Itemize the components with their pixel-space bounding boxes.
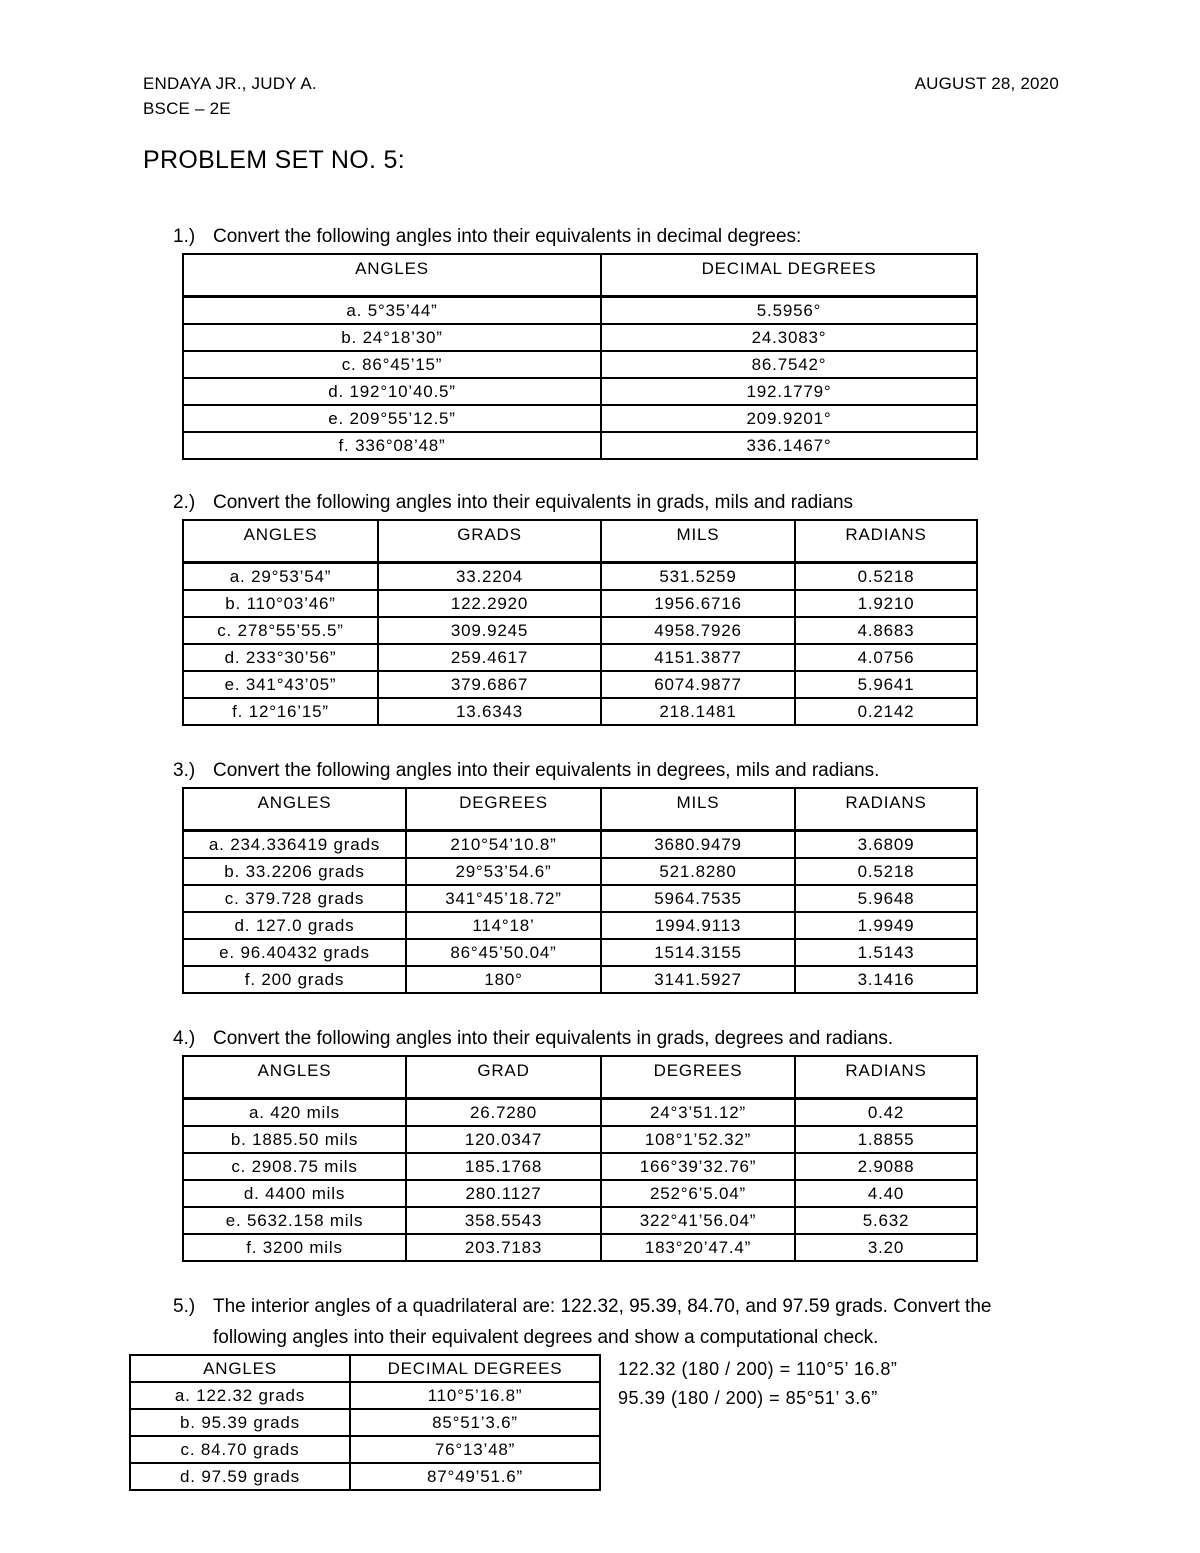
table-cell: 379.6867 bbox=[378, 671, 601, 698]
column-header: ANGLES bbox=[183, 1056, 406, 1099]
table-header-row bbox=[183, 1056, 977, 1099]
problem-3-table bbox=[182, 787, 978, 994]
table-cell: 85°51’3.6” bbox=[350, 1409, 600, 1436]
table-cell: 309.9245 bbox=[378, 617, 601, 644]
table-cell: 110°5’16.8” bbox=[350, 1382, 600, 1409]
table-cell: f. 3200 mils bbox=[183, 1234, 406, 1261]
problem-5-prompt bbox=[173, 1296, 991, 1318]
column-header: RADIANS bbox=[795, 788, 977, 831]
table-cell: c. 278°55’55.5” bbox=[183, 617, 378, 644]
table-row bbox=[183, 966, 977, 993]
table-cell: 341°45’18.72” bbox=[406, 885, 601, 912]
table-cell: 4958.7926 bbox=[601, 617, 795, 644]
table-row bbox=[183, 1153, 977, 1180]
column-header: ANGLES bbox=[183, 788, 406, 831]
table-cell: b. 1885.50 mils bbox=[183, 1126, 406, 1153]
table-cell: 4.8683 bbox=[795, 617, 977, 644]
table-cell: d. 233°30’56” bbox=[183, 644, 378, 671]
table-cell: 4151.3877 bbox=[601, 644, 795, 671]
table-cell: f. 200 grads bbox=[183, 966, 406, 993]
page-title: PROBLEM SET NO. 5: bbox=[143, 146, 405, 174]
table-header-row bbox=[183, 520, 977, 563]
table-cell: 209.9201° bbox=[601, 405, 977, 432]
table-cell: 1.9210 bbox=[795, 590, 977, 617]
table-cell: 3680.9479 bbox=[601, 831, 795, 859]
table-row bbox=[130, 1436, 600, 1463]
table-row bbox=[183, 1180, 977, 1207]
problem-text: Convert the following angles into their equivalents in grads, degrees and radians. bbox=[213, 1028, 894, 1049]
table-cell: 108°1’52.32” bbox=[601, 1126, 795, 1153]
table-cell: 5.632 bbox=[795, 1207, 977, 1234]
problem-4-prompt bbox=[173, 1028, 893, 1050]
table-cell: 29°53’54.6” bbox=[406, 858, 601, 885]
computational-check-line: 95.39 (180 / 200) = 85°51’ 3.6” bbox=[618, 1388, 878, 1408]
table-cell: 218.1481 bbox=[601, 698, 795, 725]
table-header-row bbox=[183, 254, 977, 297]
table-cell: 0.2142 bbox=[795, 698, 977, 725]
table-cell: d. 4400 mils bbox=[183, 1180, 406, 1207]
table-row bbox=[130, 1409, 600, 1436]
problem-text: The interior angles of a quadrilateral are: 122.32, 95.39, 84.70, and 97.59 grads. Convert the bbox=[213, 1296, 992, 1317]
table-cell: b. 33.2206 grads bbox=[183, 858, 406, 885]
table-row bbox=[183, 1234, 977, 1261]
column-header: MILS bbox=[601, 788, 795, 831]
table-cell: 24°3’51.12” bbox=[601, 1099, 795, 1127]
table-row bbox=[183, 590, 977, 617]
table-cell: 252°6’5.04” bbox=[601, 1180, 795, 1207]
table-cell: 166°39’32.76” bbox=[601, 1153, 795, 1180]
table-cell: 6074.9877 bbox=[601, 671, 795, 698]
table-cell: c. 84.70 grads bbox=[130, 1436, 350, 1463]
table-cell: 531.5259 bbox=[601, 563, 795, 591]
student-section: BSCE – 2E bbox=[143, 99, 231, 118]
table-cell: 2.9088 bbox=[795, 1153, 977, 1180]
column-header: DECIMAL DEGREES bbox=[350, 1355, 600, 1382]
table-cell: b. 24°18’30” bbox=[183, 324, 601, 351]
table-row bbox=[183, 885, 977, 912]
column-header: GRAD bbox=[406, 1056, 601, 1099]
table-cell: 336.1467° bbox=[601, 432, 977, 459]
problem-5-table bbox=[129, 1354, 601, 1491]
table-cell: 521.8280 bbox=[601, 858, 795, 885]
table-cell: 114°18’ bbox=[406, 912, 601, 939]
table-row bbox=[183, 351, 977, 378]
table-cell: 4.0756 bbox=[795, 644, 977, 671]
column-header: GRADS bbox=[378, 520, 601, 563]
student-name: ENDAYA JR., JUDY A. bbox=[143, 74, 317, 93]
problem-number: 4.) bbox=[173, 1028, 196, 1049]
table-cell: 13.6343 bbox=[378, 698, 601, 725]
table-header-row bbox=[130, 1355, 600, 1382]
problem-5-prompt-line2: following angles into their equivalent degrees and show a computational check. bbox=[213, 1327, 879, 1348]
table-row bbox=[183, 831, 977, 859]
table-cell: 5964.7535 bbox=[601, 885, 795, 912]
table-header-row bbox=[183, 788, 977, 831]
problem-1-table bbox=[182, 253, 978, 460]
table-cell: 120.0347 bbox=[406, 1126, 601, 1153]
table-cell: 3.1416 bbox=[795, 966, 977, 993]
table-row bbox=[183, 432, 977, 459]
table-cell: a. 29°53’54” bbox=[183, 563, 378, 591]
table-row bbox=[130, 1382, 600, 1409]
problem-1-prompt bbox=[173, 226, 801, 248]
table-cell: 192.1779° bbox=[601, 378, 977, 405]
table-row bbox=[183, 324, 977, 351]
table-cell: b. 110°03’46” bbox=[183, 590, 378, 617]
table-row bbox=[183, 617, 977, 644]
problem-number: 3.) bbox=[173, 760, 196, 781]
column-header: DEGREES bbox=[601, 1056, 795, 1099]
table-cell: 1.5143 bbox=[795, 939, 977, 966]
table-cell: 5.9641 bbox=[795, 671, 977, 698]
table-cell: 3.20 bbox=[795, 1234, 977, 1261]
table-row bbox=[183, 939, 977, 966]
table-row bbox=[183, 644, 977, 671]
table-cell: a. 234.336419 grads bbox=[183, 831, 406, 859]
table-cell: f. 336°08’48” bbox=[183, 432, 601, 459]
table-cell: 5.5956° bbox=[601, 297, 977, 325]
problem-2-table bbox=[182, 519, 978, 726]
table-cell: d. 97.59 grads bbox=[130, 1463, 350, 1490]
column-header: MILS bbox=[601, 520, 795, 563]
table-cell: 180° bbox=[406, 966, 601, 993]
table-cell: 183°20’47.4” bbox=[601, 1234, 795, 1261]
table-cell: 24.3083° bbox=[601, 324, 977, 351]
table-row bbox=[183, 912, 977, 939]
table-row bbox=[183, 698, 977, 725]
column-header: RADIANS bbox=[795, 1056, 977, 1099]
table-row bbox=[183, 1099, 977, 1127]
table-cell: 1956.6716 bbox=[601, 590, 795, 617]
table-cell: c. 379.728 grads bbox=[183, 885, 406, 912]
table-cell: a. 122.32 grads bbox=[130, 1382, 350, 1409]
table-cell: 0.5218 bbox=[795, 858, 977, 885]
table-cell: b. 95.39 grads bbox=[130, 1409, 350, 1436]
table-cell: 87°49’51.6” bbox=[350, 1463, 600, 1490]
table-cell: 5.9648 bbox=[795, 885, 977, 912]
problem-text: Convert the following angles into their equivalents in decimal degrees: bbox=[213, 226, 802, 247]
table-row bbox=[183, 1126, 977, 1153]
table-cell: e. 209°55’12.5” bbox=[183, 405, 601, 432]
table-cell: e. 5632.158 mils bbox=[183, 1207, 406, 1234]
column-header: DECIMAL DEGREES bbox=[601, 254, 977, 297]
table-cell: c. 86°45’15” bbox=[183, 351, 601, 378]
table-cell: d. 192°10’40.5” bbox=[183, 378, 601, 405]
problem-text: Convert the following angles into their equivalents in grads, mils and radians bbox=[213, 492, 854, 513]
table-cell: 1994.9113 bbox=[601, 912, 795, 939]
table-cell: 1.8855 bbox=[795, 1126, 977, 1153]
table-cell: e. 96.40432 grads bbox=[183, 939, 406, 966]
table-cell: 33.2204 bbox=[378, 563, 601, 591]
problem-3-prompt bbox=[173, 760, 879, 782]
table-cell: 322°41’56.04” bbox=[601, 1207, 795, 1234]
column-header: DEGREES bbox=[406, 788, 601, 831]
problem-4-table bbox=[182, 1055, 978, 1262]
table-cell: 358.5543 bbox=[406, 1207, 601, 1234]
table-cell: 3.6809 bbox=[795, 831, 977, 859]
column-header: ANGLES bbox=[183, 520, 378, 563]
table-row bbox=[183, 563, 977, 591]
problem-number: 2.) bbox=[173, 492, 196, 513]
problem-2-prompt bbox=[173, 492, 853, 514]
table-cell: c. 2908.75 mils bbox=[183, 1153, 406, 1180]
table-cell: 185.1768 bbox=[406, 1153, 601, 1180]
table-cell: 76°13’48” bbox=[350, 1436, 600, 1463]
table-row bbox=[183, 671, 977, 698]
document-date: AUGUST 28, 2020 bbox=[914, 74, 1059, 93]
table-row bbox=[183, 297, 977, 325]
table-cell: a. 420 mils bbox=[183, 1099, 406, 1127]
table-cell: 1514.3155 bbox=[601, 939, 795, 966]
table-cell: 203.7183 bbox=[406, 1234, 601, 1261]
table-cell: d. 127.0 grads bbox=[183, 912, 406, 939]
table-cell: 259.4617 bbox=[378, 644, 601, 671]
table-cell: 86°45’50.04” bbox=[406, 939, 601, 966]
problem-number: 1.) bbox=[173, 226, 196, 247]
table-cell: 280.1127 bbox=[406, 1180, 601, 1207]
table-cell: 4.40 bbox=[795, 1180, 977, 1207]
table-cell: 86.7542° bbox=[601, 351, 977, 378]
table-row bbox=[183, 1207, 977, 1234]
table-cell: 0.42 bbox=[795, 1099, 977, 1127]
table-cell: 0.5218 bbox=[795, 563, 977, 591]
table-row bbox=[183, 858, 977, 885]
column-header: RADIANS bbox=[795, 520, 977, 563]
problem-number: 5.) bbox=[173, 1296, 196, 1317]
table-cell: f. 12°16’15” bbox=[183, 698, 378, 725]
computational-check-line: 122.32 (180 / 200) = 110°5’ 16.8” bbox=[618, 1359, 898, 1379]
table-cell: 3141.5927 bbox=[601, 966, 795, 993]
table-cell: 26.7280 bbox=[406, 1099, 601, 1127]
table-cell: 210°54’10.8” bbox=[406, 831, 601, 859]
column-header: ANGLES bbox=[130, 1355, 350, 1382]
problem-text: Convert the following angles into their equivalents in degrees, mils and radians. bbox=[213, 760, 880, 781]
table-cell: 1.9949 bbox=[795, 912, 977, 939]
table-row bbox=[130, 1463, 600, 1490]
table-row bbox=[183, 378, 977, 405]
table-cell: a. 5°35’44” bbox=[183, 297, 601, 325]
table-row bbox=[183, 405, 977, 432]
column-header: ANGLES bbox=[183, 254, 601, 297]
table-cell: 122.2920 bbox=[378, 590, 601, 617]
table-cell: e. 341°43’05” bbox=[183, 671, 378, 698]
